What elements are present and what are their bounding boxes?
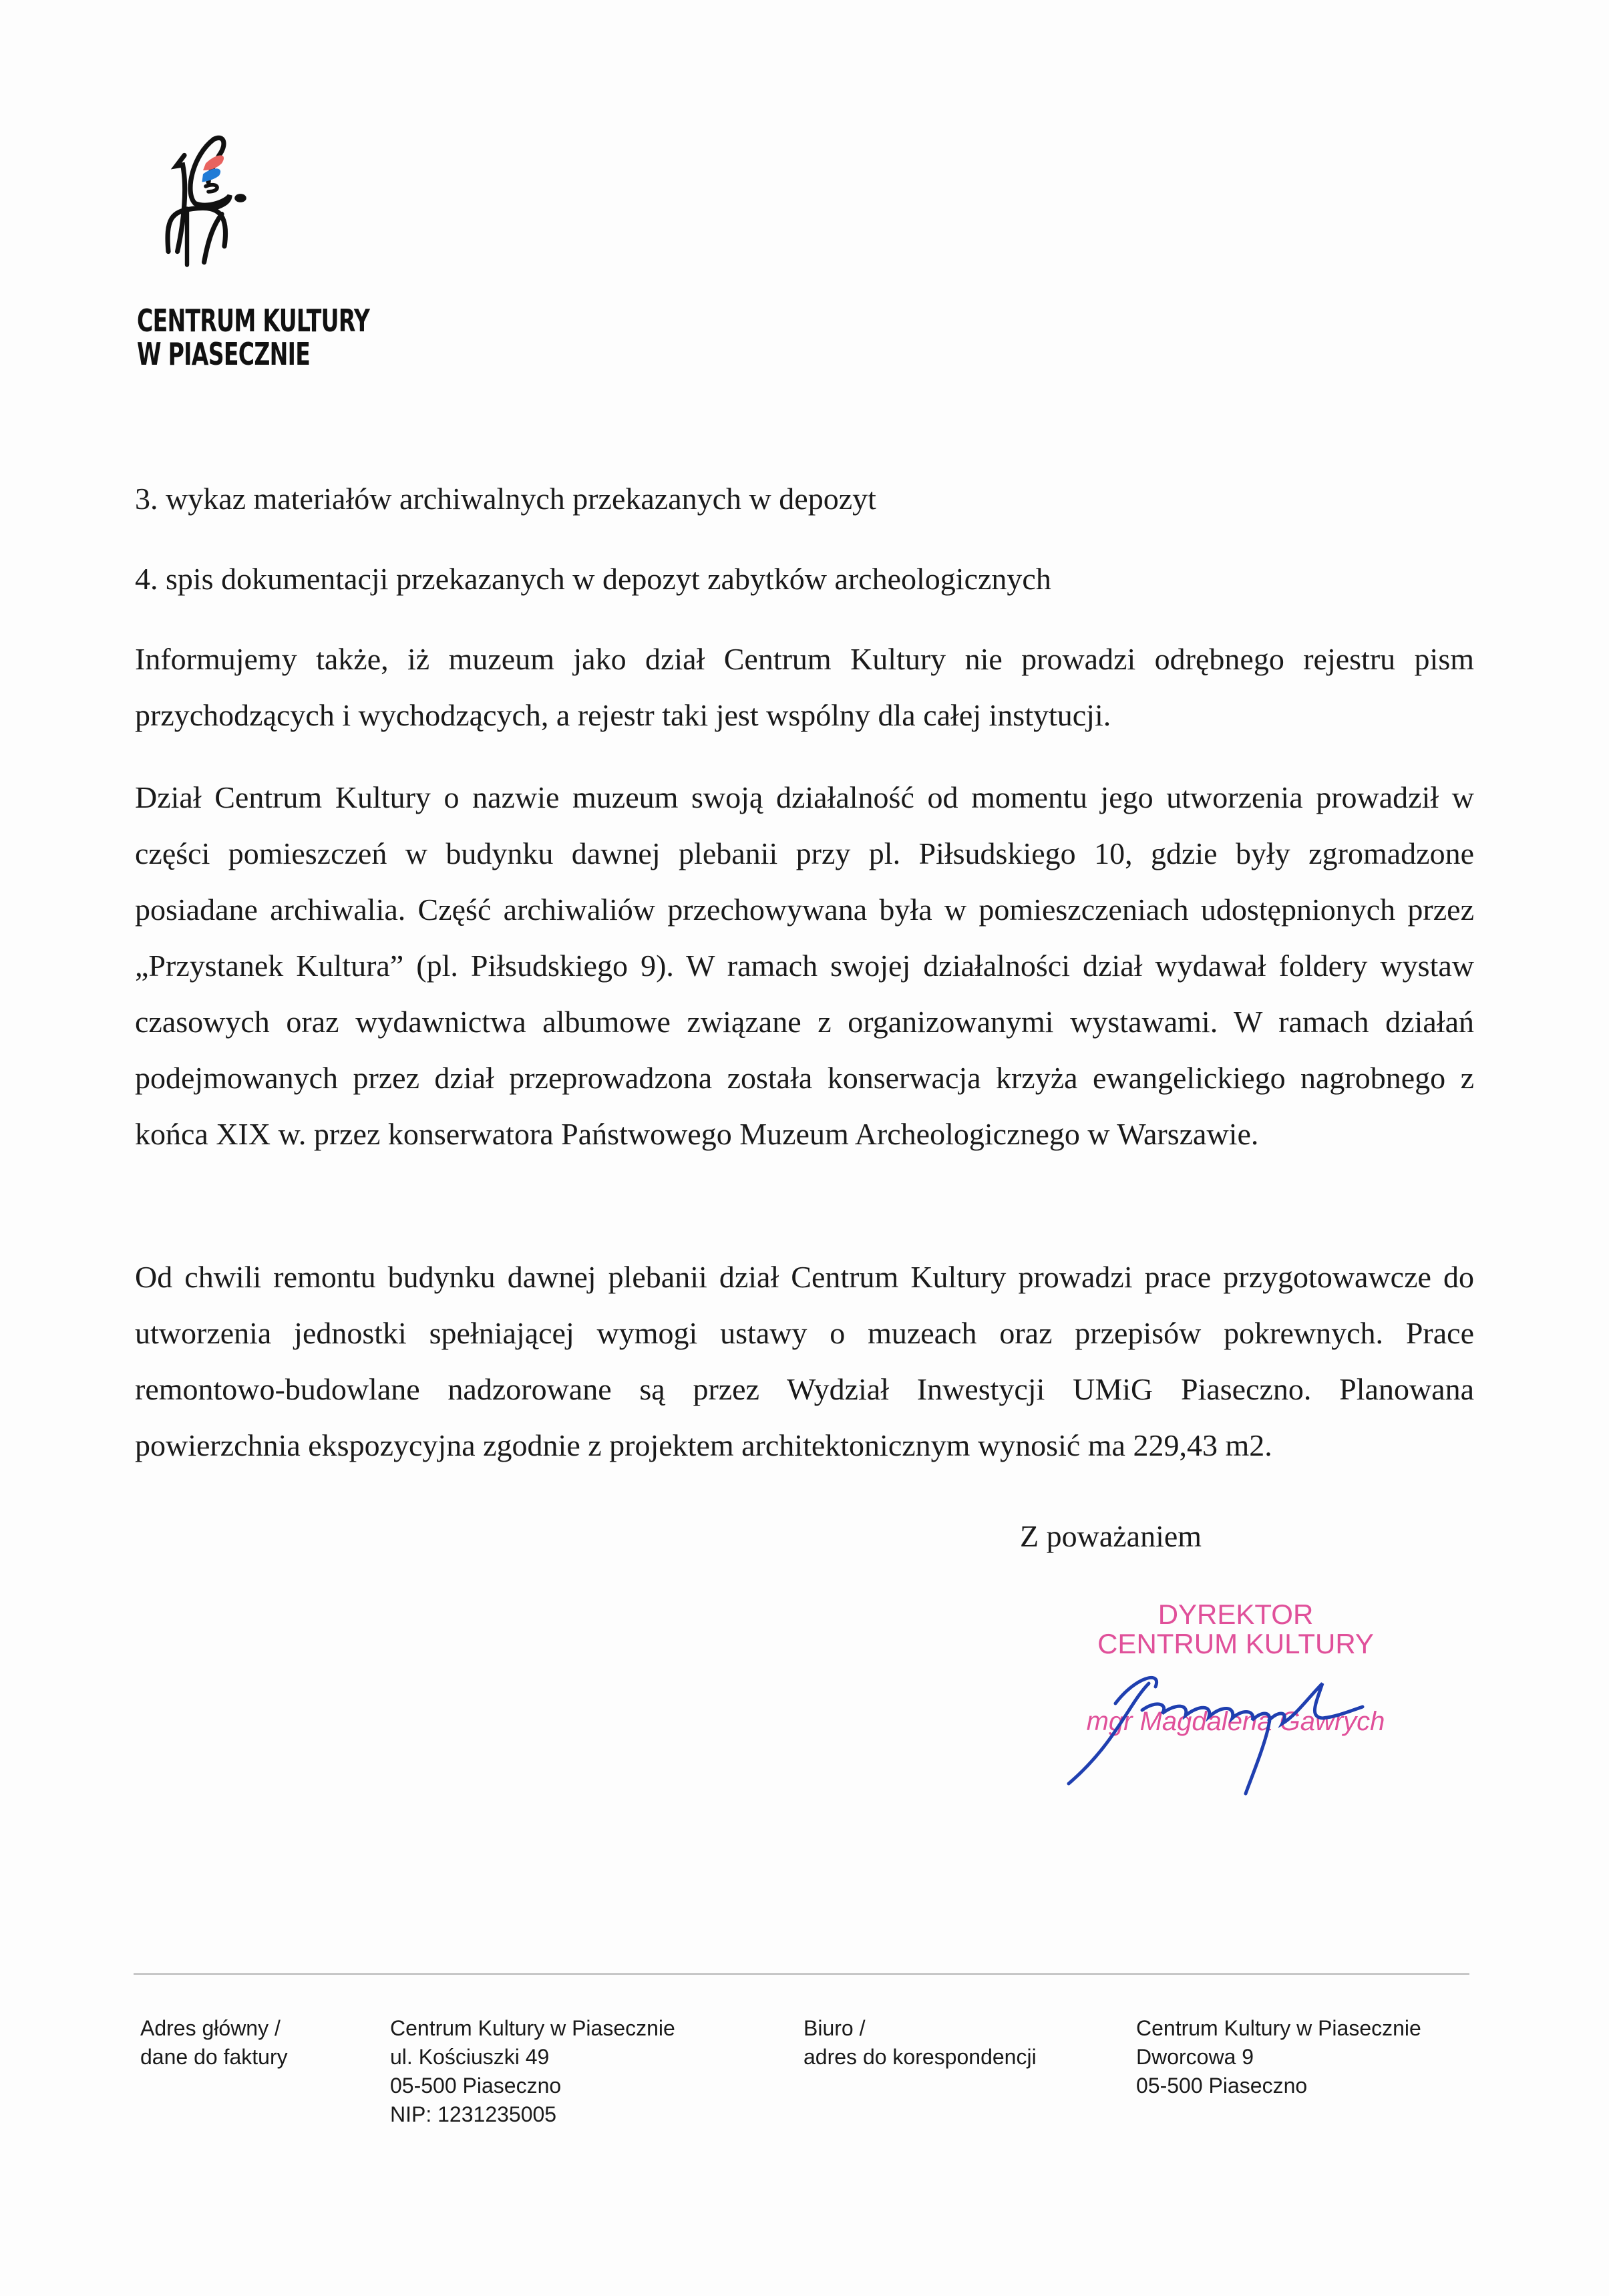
footer-nip: NIP: 1231235005 [390,2102,557,2126]
stamp-name: mgr Magdalena Gawrych [1086,1707,1385,1736]
organization-name-line1: CENTRUM KULTURY [137,303,370,339]
footer-text: Centrum Kultury w Piasecznie [1136,2016,1421,2040]
salutation: Z poważaniem [1020,1519,1202,1553]
footer-text: 05-500 Piaseczno [390,2074,562,2098]
pegasus-logo-icon [134,114,267,277]
footer-text: dane do faktury [140,2045,288,2069]
footer-text: Dworcowa 9 [1136,2045,1254,2069]
list-item: 3. wykaz materiałów archiwalnych przekazanych w depozyt [135,482,876,516]
footer-text: Centrum Kultury w Piasecznie [390,2016,675,2040]
footer-main-address [390,2014,675,2129]
footer-office-label [803,2014,1037,2072]
stamp-organization: CENTRUM KULTURY [1097,1628,1374,1659]
organization-name-line2: W PIASECZNIE [137,336,311,372]
footer-divider [134,1973,1469,1975]
organization-name [137,304,369,371]
paragraph-register: Informujemy także, iż muzeum jako dział Centrum Kultury nie prowadzi odrębnego rejestru pism przychodzących i wychodzących, a rejestr taki jest wspólny dla całej instytucji. [135,642,1474,732]
paragraph-activity: Dział Centrum Kultury o nazwie muzeum swoją działalność od momentu jego utworzenia prowadził w części pomieszczeń w budynku dawnej plebanii przy pl. Piłsudskiego 10, gdzie były zgromadzone posiadane archiwalia. Część archiwaliów przechowywana była w pomieszczeniach udostępnionych przez „Przystanek Kultura” (pl. Piłsudskiego 9). W ramach swojej działalności dział wydawał foldery wystaw czasowych oraz wydawnictwa albumowe związane z organizowanymi wystawami. W ramach działań podejmowanych przez dział przeprowadzona została konserwacja krzyża ewangelickiego nagrobnego z końca XIX w. przez konserwatora Państwowego Muzeum Archeologicznego w Warszawie. [135,780,1474,1151]
footer-office-address [1136,2014,1421,2100]
handwritten-signature [1042,1663,1429,1797]
paragraph-renovation: Od chwili remontu budynku dawnej plebanii dział Centrum Kultury prowadzi prace przygotowawcze do utworzenia jednostki spełniającej wymogi ustawy o muzeach oraz przepisów pokrewnych. Prace remontowo-budowlane nadzorowane są przez Wydział Inwestycji UMiG Piaseczno. Planowana powierzchnia ekspozycyjna zgodnie z projektem architektonicznym wynosić ma 229,43 m2. [135,1260,1474,1462]
footer-text: Adres główny / [140,2016,281,2040]
list-item: 4. spis dokumentacji przekazanych w depozyt zabytków archeologicznych [135,562,1051,596]
footer-text: 05-500 Piaseczno [1136,2074,1308,2098]
footer-text: Biuro / [803,2016,866,2040]
footer-main-address-label [140,2014,288,2072]
footer-text: ul. Kościuszki 49 [390,2045,550,2069]
footer-text: adres do korespondencji [803,2045,1037,2069]
stamp-title: DYREKTOR [1157,1599,1314,1630]
